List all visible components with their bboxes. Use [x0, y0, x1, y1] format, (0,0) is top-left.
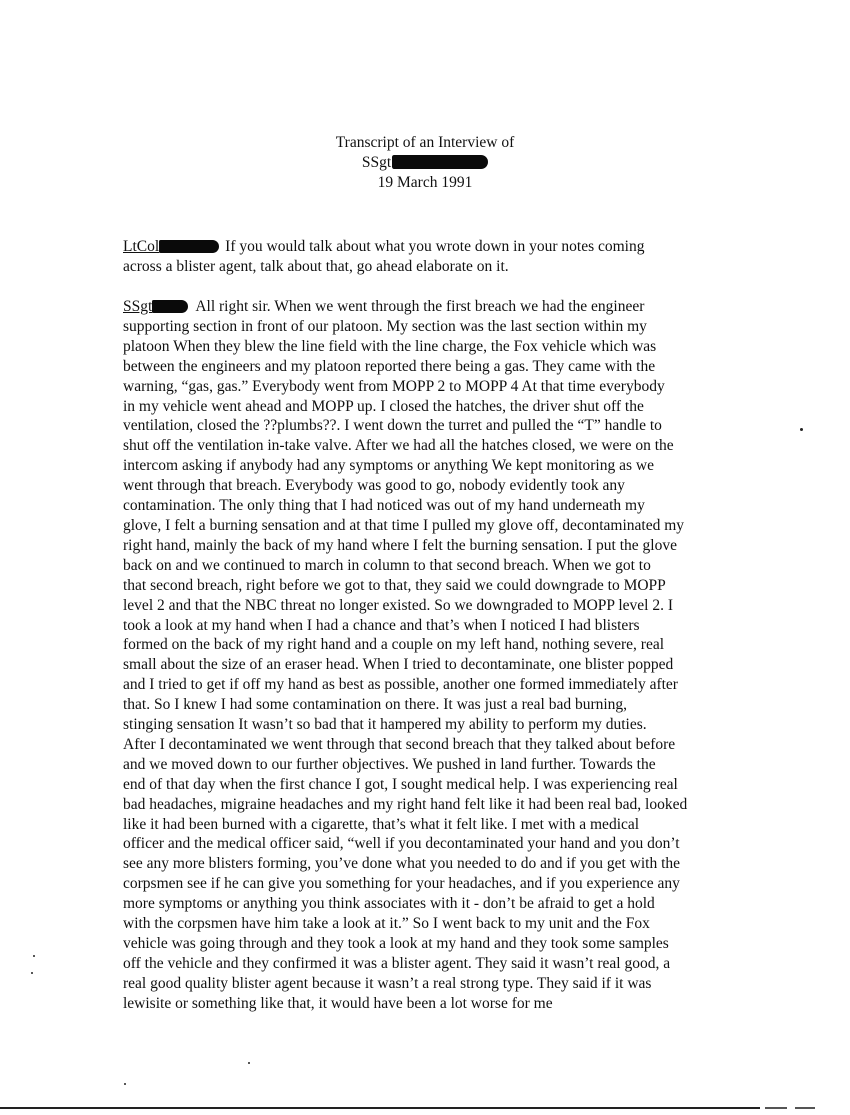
paragraph-line: right hand, mainly the back of my hand where I felt the burning sensation. I put the glove: [123, 536, 677, 554]
paragraph-line: contamination. The only thing that I had noticed was out of my hand underneath my: [123, 497, 645, 515]
redaction-mark: [152, 300, 188, 313]
paragraph-line: [123, 297, 735, 317]
scan-speck: [124, 1083, 126, 1085]
paragraph-line: off the vehicle and they confirmed it was a blister agent. They said it wasn’t real good, a: [123, 954, 671, 972]
redaction-mark: [392, 155, 488, 169]
scan-speck: [800, 428, 803, 431]
scan-speck: [33, 955, 35, 957]
interview-date: 19 March 1991: [377, 174, 473, 191]
paragraph-line: with the corpsmen have him take a look at it.” So I went back to my unit and the Fox: [123, 915, 650, 933]
paragraph-line: supporting section in front of our platoon. My section was the last section within my: [123, 317, 647, 335]
paragraph-line: real good quality blister agent because it wasn’t a real strong type. They said if it was: [123, 974, 652, 992]
line-text: All right sir. When we went through the first breach we had the engineer: [195, 298, 645, 315]
interviewee-line: [0, 153, 850, 173]
transcript-paragraph-ltcol: [123, 237, 735, 277]
paragraph-line: end of that day when the first chance I got, I sought medical help. I was experiencing real: [123, 775, 678, 793]
paragraph-line: and we moved down to our further objectives. We pushed in land further. Towards the: [123, 755, 656, 773]
paragraph-line: stinging sensation It wasn’t so bad that it hampered my ability to perform my duties.: [123, 716, 647, 734]
paragraph-line: that second breach, right before we got to that, they said we could downgrade to MOPP: [123, 576, 666, 594]
paragraph-line: that. So I knew I had some contamination on there. It was just a real bad burning,: [123, 696, 628, 714]
scan-edge-line: [765, 1107, 787, 1109]
paragraph-line: shut off the ventilation in-take valve. After we had all the hatches closed, we were on the: [123, 437, 674, 455]
speaker-label-ssgt: SSgt: [123, 298, 153, 315]
paragraph-line: more symptoms or anything you think associates with it - don’t be afraid to get a hold: [123, 895, 655, 913]
paragraph-line: corpsmen see if he can give you something for your headaches, and if you experience any: [123, 875, 680, 893]
paragraph-line: officer and the medical officer said, “well if you decontaminated your hand and you don’t: [123, 835, 680, 853]
paragraph-line: like it had been burned with a cigarette, that’s what it felt like. I met with a medical: [123, 815, 640, 833]
transcript-paragraph-ssgt: [123, 297, 735, 1014]
scan-edge-line: [0, 1107, 760, 1109]
paragraph-line: intercom asking if anybody had any symptoms or anything We kept monitoring as we: [123, 457, 654, 475]
scan-speck: [248, 1062, 250, 1064]
paragraph-line: [123, 237, 735, 257]
speaker-label-ltcol: LtCol: [123, 238, 160, 255]
paragraph-line: glove, I felt a burning sensation and at that time I pulled my glove off, decontaminated my: [123, 516, 685, 534]
paragraph-line: see any more blisters forming, you’ve done what you needed to do and if you get with the: [123, 855, 681, 873]
paragraph-line: platoon When they blew the line field with the line charge, the Fox vehicle which was: [123, 337, 657, 355]
paragraph-line: in my vehicle went ahead and MOPP up. I closed the hatches, the driver shut off the: [123, 397, 644, 415]
line-text: If you would talk about what you wrote down in your notes coming: [225, 238, 645, 255]
paragraph-line: level 2 and that the NBC threat no longer existed. So we downgraded to MOPP level 2. I: [123, 596, 674, 614]
interviewee-rank: SSgt: [361, 154, 392, 171]
paragraph-line: and I tried to get if off my hand as best as possible, another one formed immediately after: [123, 676, 678, 694]
paragraph-line: back on and we continued to march in column to that second breach. When we got to: [123, 556, 651, 574]
title-block: [0, 133, 850, 193]
paragraph-line: ventilation, closed the ??plumbs??. I went down the turret and pulled the “T” handle to: [123, 417, 662, 435]
paragraph-line: warning, “gas, gas.” Everybody went from MOPP 2 to MOPP 4 At that time everybody: [123, 377, 665, 395]
redaction-mark: [159, 240, 219, 253]
paragraph-line: took a look at my hand when I had a chance and that’s when I noticed I had blisters: [123, 616, 640, 634]
scan-edge-line: [795, 1107, 815, 1109]
paragraph-line: After I decontaminated we went through that second breach that they talked about before: [123, 735, 676, 753]
scan-speck: [31, 972, 33, 974]
paragraph-line: went through that breach. Everybody was good to go, nobody evidently took any: [123, 477, 625, 495]
paragraph-line: small about the size of an eraser head. When I tried to decontaminate, one blister popped: [123, 656, 674, 674]
paragraph-line: between the engineers and my platoon reported there being a gas. They came with the: [123, 357, 656, 375]
document-title: Transcript of an Interview of: [335, 134, 515, 151]
paragraph-line: bad headaches, migraine headaches and my right hand felt like it had been real bad, looked: [123, 795, 688, 813]
paragraph-line: formed on the back of my right hand and a couple on my left hand, nothing severe, real: [123, 636, 665, 654]
paragraph-line: vehicle was going through and they took a look at my hand and they took some samples: [123, 935, 669, 952]
paragraph-line: lewisite or something like that, it would have been a lot worse for me: [123, 994, 553, 1012]
paragraph-line: across a blister agent, talk about that, go ahead elaborate on it.: [123, 257, 509, 275]
